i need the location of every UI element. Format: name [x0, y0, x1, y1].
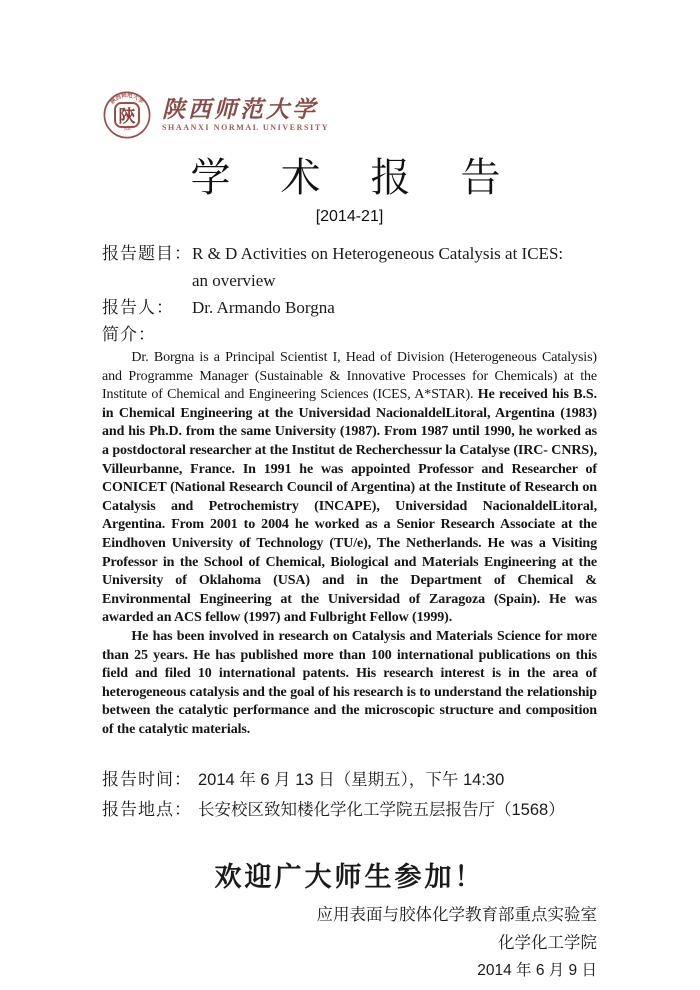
university-seal-icon [102, 90, 152, 140]
location-value: 长安校区致知楼化学化工学院五层报告厅（1568） [198, 801, 565, 820]
speaker-label: 报告人： [102, 298, 174, 317]
biography-section [102, 349, 597, 739]
field-topic [102, 240, 597, 294]
topic-label: 报告题目： [102, 244, 192, 263]
schedule-section [102, 765, 597, 825]
seal-ring-text: 陕西师范大学 [109, 92, 145, 106]
topic-value [192, 240, 597, 294]
signature-org-1: 应用表面与胶体化学教育部重点实验室 [316, 905, 597, 925]
field-bio-label [102, 321, 597, 348]
location-label: 报告地点： [102, 800, 192, 820]
welcome-message: 欢迎广大师生参加！ [214, 862, 485, 893]
page-title: 学 术 报 告 [190, 155, 509, 200]
bio-paragraph-1 [102, 349, 597, 628]
university-name-en: SHAANXI NORMAL UNIVERSITY [162, 123, 330, 132]
signature-block [102, 901, 597, 985]
bio-paragraph-1-normal: Dr. Borgna is a Principal Scientist I, Head of Division (Heterogeneous Catalysis) and Programme Manager (Sustainable & Innovative Processes for Chemicals) at the Institute of Chemical and Engineering Sciences (ICES, A*STAR). [102, 350, 597, 403]
issue-number: [2014-21] [315, 208, 384, 225]
field-location [102, 795, 597, 825]
bio-paragraph-1-bold: He received his B.S. in Chemical Engineering at the Universidad NacionaldelLitoral, Argentina (1983) and his Ph.D. from the same University (1987). From 1987 until 1990, he worked as a postdoctoral researcher at the Institut de Recherchessur la Catalyse (IRC- CNRS), Villeurbanne, France. In 1991 he was appointed Professor and Researcher of CONICET (National Research Council of Argentina) at the Institute of Research on Catalysis and Petrochemistry (INCAPE), Universidad NacionaldelLitoral, Argentina. From 2001 to 2004 he worked as a Senior Research Associate at the Eindhoven University of Technology (TU/e), The Netherlands. He was a Visiting Professor in the School of Chemical, Biological and Materials Engineering at the University of Oklahoma (USA) and in the Department of Chemical & Environmental Engineering at the Universidad of Zaragoza (Spain). He was awarded an ACS fellow (1997) and Fulbright Fellow (1999). [102, 387, 597, 626]
time-value: 2014 年 6 月 13 日（星期五），下午 14:30 [198, 771, 505, 790]
time-label: 报告时间： [102, 770, 192, 790]
field-time [102, 765, 597, 795]
university-logo [102, 88, 597, 142]
university-name-cn: 陕西师范大学 [162, 97, 318, 122]
bio-label: 简介： [102, 325, 156, 344]
speaker-name: Dr. Armando Borgna [192, 298, 335, 317]
seal-center-character: 陝 [118, 107, 136, 126]
bio-paragraph-2: He has been involved in research on Catalysis and Materials Science for more than 25 years. He has published more than 100 international publications on this field and filed 10 international patents. His research interest is in the area of heterogeneous catalysis and the goal of his research is to understand the relationship between the catalytic performance and the microscopic structure and composition of the catalytic materials. [102, 628, 597, 737]
field-speaker [102, 294, 597, 321]
topic-line-1: R & D Activities on Heterogeneous Catalysis at ICES: [192, 244, 564, 263]
svg-text:· · 1944 · ·: · · 1944 · · [118, 124, 136, 132]
topic-line-2: an overview [192, 271, 276, 290]
signature-date: 2014 年 6 月 9 日 [477, 962, 597, 980]
signature-org-2: 化学化工学院 [498, 933, 597, 953]
